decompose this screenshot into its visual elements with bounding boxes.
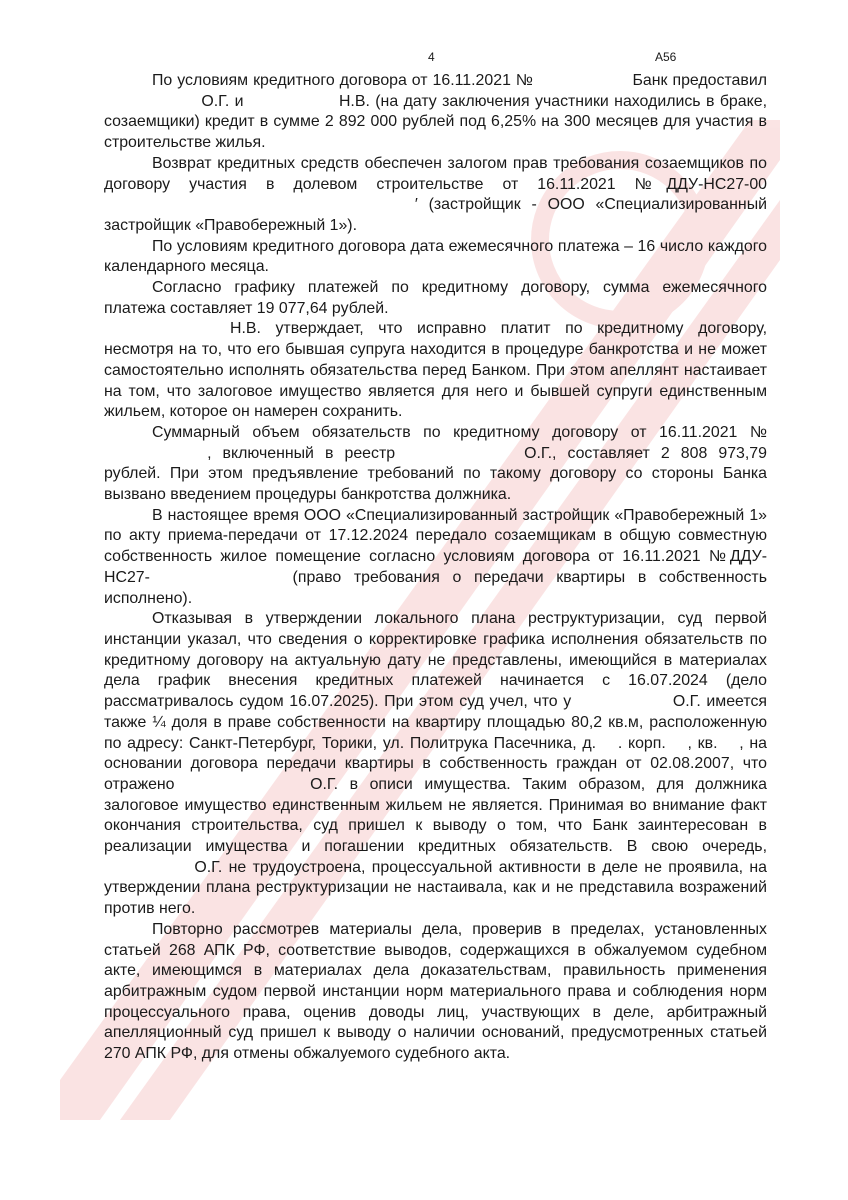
- paragraph-6: [104, 423, 767, 506]
- p8-text-4: , кв.: [687, 734, 718, 752]
- paragraph-1: [104, 71, 767, 154]
- paragraph-9: [104, 920, 767, 1065]
- page-number: 4: [428, 50, 435, 64]
- p8-text-3: . корп.: [617, 734, 666, 752]
- document-code: А56: [655, 50, 677, 64]
- p1-text-4: Н.В. (на дату заключения участники находились в браке, созаемщики) кредит в сумме 2 892 000 рублей под 6,25% на 300 месяцев для участия в строительстве жилья.: [104, 92, 767, 152]
- p6-text-1: Суммарный объем обязательств по кредитному договору от 16.11.2021 №: [152, 423, 767, 441]
- paragraph-7: [104, 506, 767, 610]
- p5-text-1: Н.В. утверждает, что исправно платит по кредитному договору, несмотря на то, что его бывшая супруга находится в процедуре банкротства и не может самостоятельно исполнять обязательства перед Банком. При этом апеллянт настаивает на том, что залоговое имущество является для него и бывшей супруги единственным жильем, которое он намерен сохранить.: [104, 320, 767, 421]
- p8-text-5: , на основании договора передачи квартиры в собственность граждан от 02.08.2007, что отражено: [104, 734, 767, 793]
- paragraph-8: [104, 609, 767, 920]
- p8-text-2: О.Г. имеется также ¼ доля в праве собственности на квартиру площадью 80,2 кв.м, расположенную по адресу: Санкт-Петербург, Торики, ул. Политрука Пасечника, д.: [104, 693, 767, 752]
- paragraph-3: [104, 237, 767, 278]
- p4-text-1: Согласно графику платежей по кредитному договору, сумма ежемесячного платежа составляет 19 077,64 рублей.: [104, 279, 767, 317]
- p1-text-3: О.Г. и: [201, 92, 244, 110]
- p1-text-1: По условиям кредитного договора от 16.11.2021 №: [152, 72, 534, 89]
- p6-text-2: , включенный в реестр: [207, 444, 396, 462]
- p3-text-1: По условиям кредитного договора дата ежемесячного платежа – 16 число каждого календарного месяца.: [104, 237, 767, 276]
- paragraph-5: [104, 319, 767, 423]
- p8-text-1: Отказывая в утверждении локального плана реструктуризации, суд первой инстанции указал, что сведения о корректировке графика исполнения обязательств по кредитному договору на актуальную дату не представлены, имеющийся в материалах дела график внесения кредитных платежей начинается с 16.07.2024 (дело рассматривалось судом 16.07.2025). При этом суд учел, что у: [104, 610, 767, 711]
- p7-text-1: В настоящее время ООО «Специализированный застройщик «Правобережный 1» по акту приема-передачи от 17.12.2024 передало созаемщикам в общую совместную собственность жилое помещение согласно условиям договора от 16.11.2021 №ДДУ-НС27-: [104, 506, 767, 586]
- p8-text-6: О.Г. в описи имущества. Таким образом, для должника залоговое имущество единственным жильем не является. Принимая во внимание факт окончания строительства, суд пришел к выводу о том, что Банк заинтересован в реализации имущества и погашении кредитных обязательств. В свою очередь,: [104, 775, 767, 856]
- p8-text-7: О.Г. не трудоустроена, процессуальной активности в деле не проявила, на утверждении плана реструктуризации не настаивала, как и не представила возражений против него.: [104, 858, 767, 918]
- paragraph-4: [104, 278, 767, 319]
- p1-text-2: Банк предоставил: [632, 72, 767, 89]
- p6-text-3: О.Г., составляет 2 808 973,79 рублей. При этом предъявление требований по такому договору со стороны Банка вызвано введением процедуры банкротства должника.: [104, 444, 767, 504]
- page-header: [0, 50, 848, 70]
- p2-text-2: ′ (застройщик - ООО «Специализированный застройщик «Правобережный 1»).: [104, 196, 767, 234]
- document-body: [104, 71, 767, 1065]
- paragraph-2: [104, 154, 767, 237]
- p9-text-1: Повторно рассмотрев материалы дела, проверив в пределах, установленных статьей 268 АПК РФ, соответствие выводов, содержащихся в обжалуемом судебном акте, имеющимся в материалах дела доказательствам, правильность применения арбитражным судом первой инстанции норм материального права и соблюдения норм процессуального права, оценив доводы лиц, участвующих в деле, арбитражный апелляционный суд пришел к выводу о наличии оснований, предусмотренных статьей 270 АПК РФ, для отмены обжалуемого судебного акта.: [104, 920, 767, 1063]
- p2-text-1: Возврат кредитных средств обеспечен залогом прав требования созаемщиков по договору участия в долевом строительстве от 16.11.2021 №ДДУ-НС27-00: [104, 154, 767, 193]
- p7-text-2: (право требования о передачи квартиры в собственность исполнено).: [104, 568, 767, 607]
